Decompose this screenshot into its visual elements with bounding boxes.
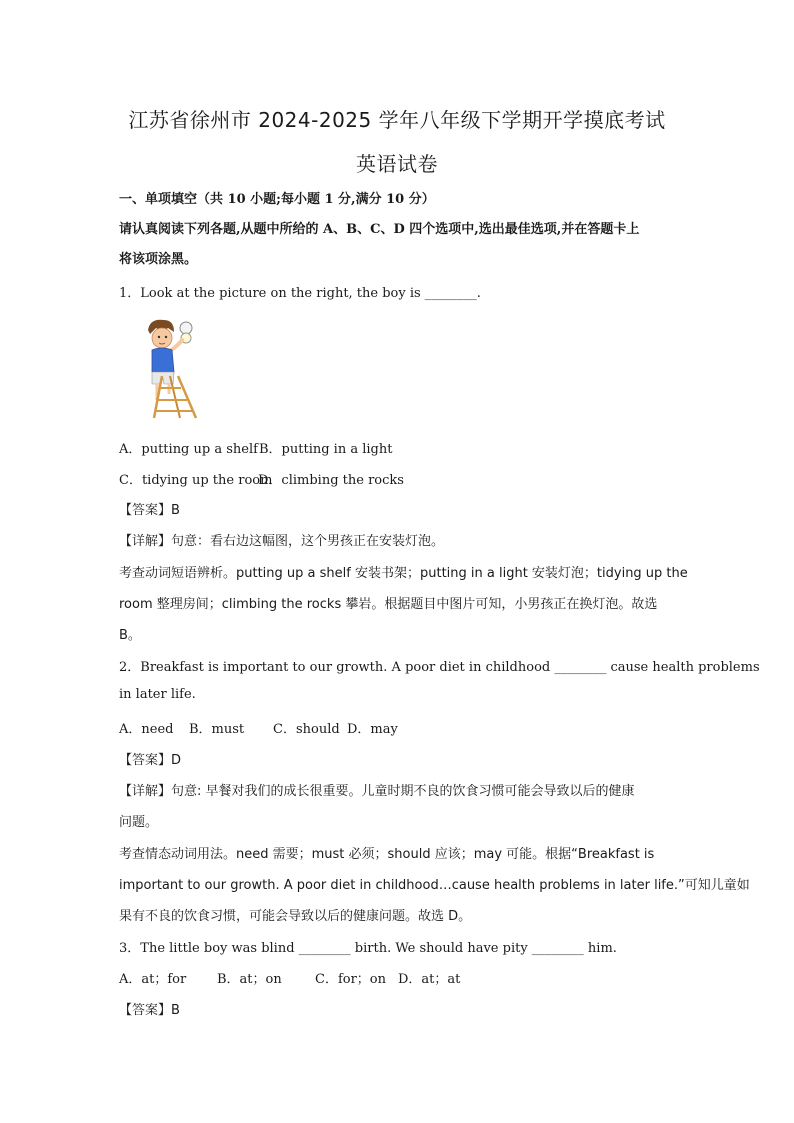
q2-explanation-1: 考查情态动词用法。need 需要；must 必须；should 应该；may 可能。根据“Breakfast is <box>119 847 655 862</box>
q1-explanation-1: 考查动词短语辨析。putting up a shelf 安装书架；putting in a light 安装灯泡；tidying up the <box>119 566 688 581</box>
q1-option-d: D．climbing the rocks <box>258 473 404 488</box>
boy-on-ladder-illustration <box>140 316 202 420</box>
exam-subtitle: 英语试卷 <box>356 152 438 176</box>
q2-detail-1: 【详解】句意: 早餐对我们的成长很重要。儿童时期不良的饮食习惯可能会导致以后的健康 <box>119 784 635 799</box>
q2-stem-1: 2．Breakfast is important to our growth. A poor diet in childhood ________ cause health problems <box>119 660 760 675</box>
section-heading: 一、单项填空（共 10 小题;每小题 1 分,满分 10 分） <box>119 192 435 207</box>
q3-answer: 【答案】B <box>119 1003 180 1018</box>
q2-option-b: B．must <box>189 722 245 737</box>
q1-stem: 1．Look at the picture on the right, the boy is ________. <box>119 286 481 301</box>
q2-detail-2: 问题。 <box>119 815 159 830</box>
q3-option-c: C．for；on <box>315 972 386 987</box>
q3-option-a: A．at；for <box>119 972 187 987</box>
q3-stem: 3．The little boy was blind ________ birth. We should have pity ________ him. <box>119 941 617 956</box>
q2-explanation-3: 果有不良的饮食习惯，可能会导致以后的健康问题。故选 D。 <box>119 909 472 924</box>
q2-option-d: D．may <box>347 722 398 737</box>
instructions-line-1: 请认真阅读下列各题,从题中所给的 A、B、C、D 四个选项中,选出最佳选项,并在答题卡上 <box>119 222 640 237</box>
exam-title: 江苏省徐州市 2024-2025 学年八年级下学期开学摸底考试 <box>128 108 666 132</box>
q1-option-b: B．putting in a light <box>259 442 393 457</box>
q1-answer: 【答案】B <box>119 503 180 518</box>
q1-option-c: C．tidying up the room <box>119 473 273 488</box>
q3-option-d: D．at；at <box>398 972 461 987</box>
q1-detail: 【详解】句意：看右边这幅图，这个男孩正在安装灯泡。 <box>119 534 445 549</box>
q2-option-c: C．should <box>273 722 340 737</box>
q2-stem-2: in later life. <box>119 687 196 702</box>
q2-explanation-2: important to our growth. A poor diet in childhood…cause health problems in later life.”可知儿童如 <box>119 878 750 893</box>
q2-option-a: A．need <box>119 722 174 737</box>
q1-explanation-3: B。 <box>119 628 141 643</box>
q3-option-b: B．at；on <box>217 972 282 987</box>
q2-answer: 【答案】D <box>119 753 182 768</box>
q1-option-a: A．putting up a shelf <box>119 442 258 457</box>
q1-explanation-2: room 整理房间；climbing the rocks 攀岩。根据题目中图片可知，小男孩正在换灯泡。故选 <box>119 597 658 612</box>
instructions-line-2: 将该项涂黑。 <box>119 252 198 267</box>
